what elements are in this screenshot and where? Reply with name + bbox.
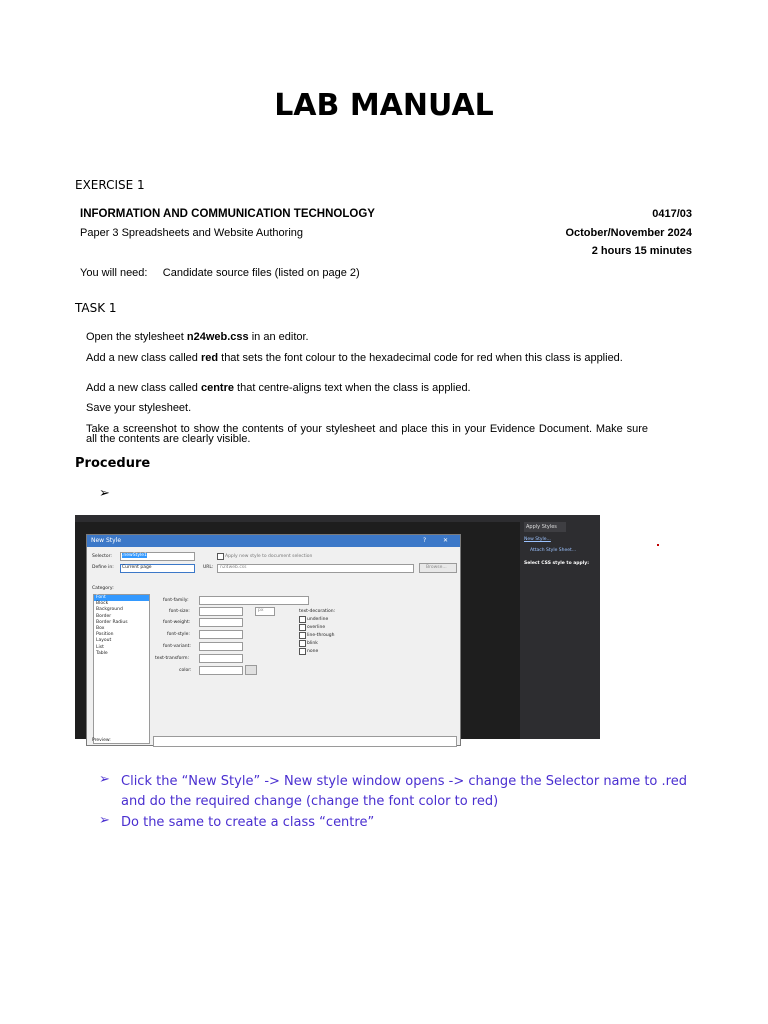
none-checkbox[interactable] — [299, 648, 306, 655]
category-item[interactable]: List — [96, 644, 104, 650]
line-through-checkbox[interactable] — [299, 632, 306, 639]
overline-checkbox[interactable] — [299, 624, 306, 631]
font-style-input[interactable] — [199, 630, 243, 639]
bullet-arrow-icon: ➢ — [99, 813, 110, 828]
category-item[interactable]: Background — [96, 607, 123, 613]
decoration-label: underline — [307, 617, 329, 622]
decoration-label: blink — [307, 641, 318, 646]
you-will-need — [80, 267, 360, 279]
exam-session: October/November 2024 — [565, 227, 692, 239]
prop-label: font-family: — [163, 598, 189, 603]
font-size-unit[interactable] — [255, 607, 275, 616]
font-family-input[interactable] — [199, 596, 309, 605]
new-style-screenshot — [75, 515, 589, 743]
task-line-1 — [86, 332, 648, 342]
procedure-heading: Procedure — [75, 456, 151, 471]
blink-checkbox[interactable] — [299, 640, 306, 647]
task-bold: red — [200, 352, 219, 364]
prop-label: font-variant: — [163, 644, 191, 649]
dialog-titlebar — [87, 535, 460, 547]
bullet-arrow-icon: ➢ — [99, 772, 110, 787]
task-line-4: Save your stylesheet. — [86, 402, 192, 414]
font-variant-input[interactable] — [199, 642, 243, 651]
panel-new-style-link[interactable]: New Style... — [524, 537, 551, 542]
task-text: that centre-aligns text when the class is applied. — [233, 382, 471, 394]
category-item[interactable]: Position — [96, 632, 114, 638]
prop-label: text-transform: — [155, 656, 190, 661]
preview-label: Preview: — [92, 738, 111, 743]
selector-value: .newStyle1 — [122, 553, 147, 558]
color-picker-button[interactable] — [245, 665, 257, 675]
url-value: n24web.css — [220, 565, 247, 570]
prop-label: font-style: — [167, 632, 190, 637]
underline-checkbox[interactable] — [299, 616, 306, 623]
category-item[interactable]: Layout — [96, 638, 112, 644]
exam-code: 0417/03 — [652, 208, 692, 220]
define-label: Define in: — [92, 565, 114, 570]
selector-input[interactable] — [120, 552, 195, 561]
task-text: Add a new class called — [86, 352, 201, 364]
color-input[interactable] — [199, 666, 243, 675]
dialog-title: New Style — [91, 537, 122, 544]
category-label: Category: — [92, 586, 114, 591]
task-text: in an editor. — [248, 331, 309, 343]
page-title: LAB MANUAL — [274, 88, 494, 123]
red-dot — [657, 544, 659, 546]
font-weight-input[interactable] — [199, 618, 243, 627]
task-text: Open the stylesheet — [86, 331, 187, 343]
task-bold: n24web.css — [186, 331, 249, 343]
panel-select-label: Select CSS style to apply: — [524, 561, 589, 566]
apply-new-checkbox[interactable] — [217, 553, 224, 560]
category-item[interactable]: Table — [96, 650, 108, 656]
prop-label: font-weight: — [163, 620, 191, 625]
task-line-3 — [86, 383, 648, 393]
instruction-1: Click the “New Style” -> New style window opens -> change the Selector name to .red and do the required change (change the font color to red) — [121, 774, 687, 809]
selector-label: Selector: — [92, 554, 112, 559]
close-icon[interactable]: ✕ — [443, 537, 449, 544]
text-decoration-label: text-decoration: — [299, 609, 336, 614]
category-item[interactable]: Border Radius — [96, 619, 128, 625]
browse-label: Browse... — [426, 565, 447, 570]
task-label: TASK 1 — [75, 301, 117, 315]
need-label: You will need: — [80, 267, 148, 279]
instruction-2: Do the same to create a class “centre” — [121, 815, 375, 830]
font-size-input[interactable] — [199, 607, 243, 616]
category-item[interactable]: Font — [94, 595, 149, 601]
apply-new-label: Apply new style to document selection — [225, 554, 313, 559]
panel-attach-link[interactable]: Attach Style Sheet... — [530, 548, 577, 553]
exam-subject: INFORMATION AND COMMUNICATION TECHNOLOGY — [80, 208, 375, 220]
url-label: URL: — [203, 565, 214, 570]
text-transform-input[interactable] — [199, 654, 243, 663]
task-line-5: Take a screenshot to show the contents of your stylesheet and place this in your Evidence Document. Make sure all the contents are clearly visible. — [86, 423, 648, 445]
new-style-dialog — [86, 534, 461, 746]
exam-duration: 2 hours 15 minutes — [591, 245, 692, 257]
prop-label: font-size: — [169, 609, 190, 614]
task-line-2 — [86, 353, 648, 363]
unit-label: px — [258, 608, 264, 613]
panel-tab[interactable]: Apply Styles — [524, 522, 566, 532]
decoration-label: line-through — [307, 633, 335, 638]
exercise-label: EXERCISE 1 — [75, 178, 145, 192]
need-value: Candidate source files (listed on page 2) — [162, 267, 360, 279]
task-text: Add a new class called — [86, 382, 201, 394]
preview-box — [153, 736, 457, 747]
bullet-arrow-icon: ➢ — [99, 486, 110, 501]
task-bold: centre — [200, 382, 234, 394]
decoration-label: overline — [307, 625, 326, 630]
exam-paper: Paper 3 Spreadsheets and Website Authoring — [80, 227, 304, 239]
url-select[interactable] — [217, 564, 414, 573]
define-value: Current page — [122, 565, 152, 570]
ide-top-bar — [75, 515, 600, 522]
prop-label: color: — [179, 668, 192, 673]
define-in-select[interactable] — [120, 564, 195, 573]
browse-button[interactable] — [419, 563, 457, 573]
category-item[interactable]: Box — [96, 626, 105, 632]
help-icon[interactable]: ? — [423, 537, 427, 544]
apply-styles-panel — [520, 522, 600, 739]
category-list[interactable] — [93, 594, 150, 744]
category-item[interactable]: Block — [96, 601, 109, 607]
task-text: that sets the font colour to the hexadecimal code for red when this class is applied. — [218, 352, 623, 364]
category-item[interactable]: Border — [96, 613, 112, 619]
decoration-label: none — [307, 649, 319, 654]
